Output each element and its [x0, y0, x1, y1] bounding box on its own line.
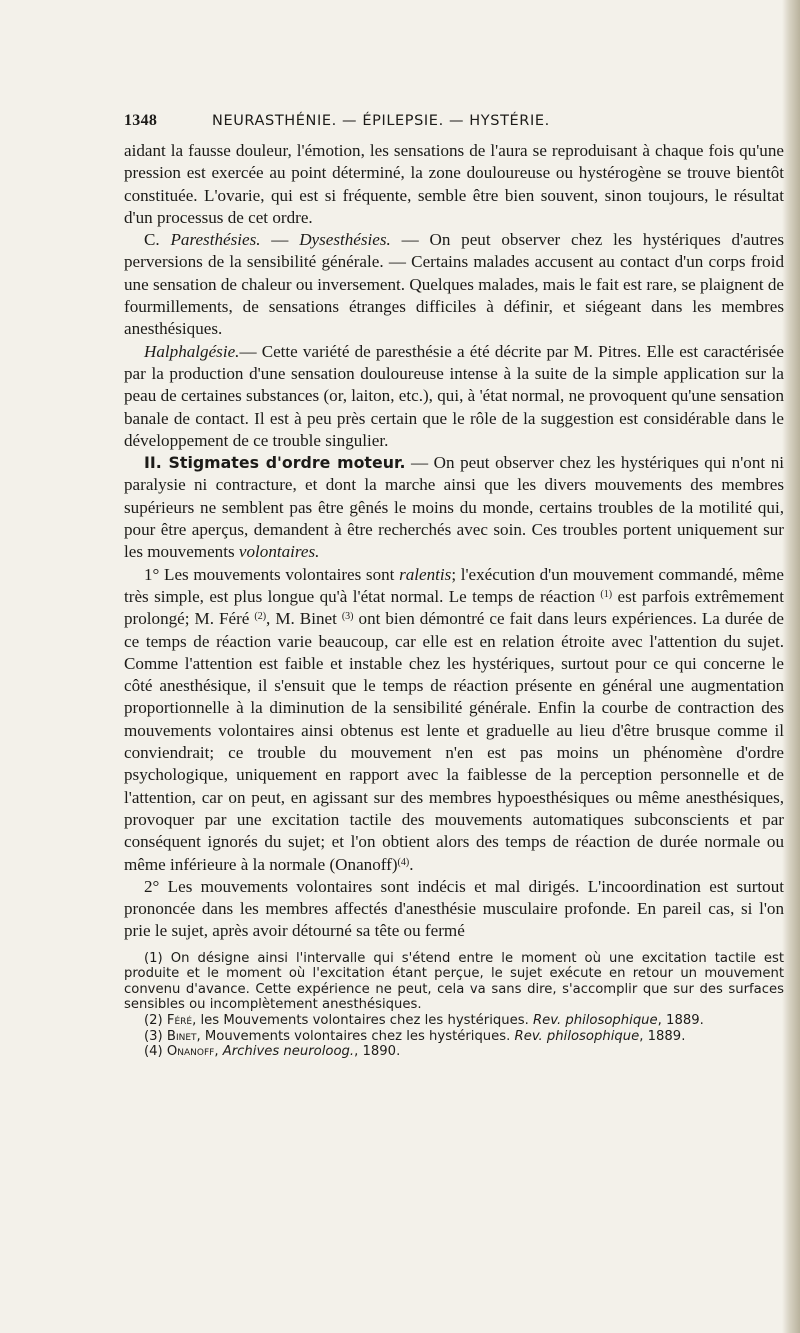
paragraph-text: — On peut observer chez les hystériques qui n'ont ni paralysie ni contracture, et dont la marche ainsi que les divers mouvements des membres supérieurs ne semblent pas être gênés le moins du monde, certains troubles de la motilité qui, pour être aperçus, demandent à être recherchés avec soin. Ces troubles portent uniquement sur les mouvements [124, 453, 784, 562]
heading-dysesthesies: Dysesthésies. [299, 230, 391, 250]
paragraph-text: — On peut observer chez les hystériques d'autres perversions de la sensibilité générale. — Certains malades accusent au contact d'un corps froid une sensation de chaleur ou inversement. Quelques malades, mais le fait est rare, se plaignent de fourmillements, de sensations étranges difficiles à définir, et siégeant dans les membres anesthésiques. [124, 230, 784, 339]
italic-term: volontaires. [238, 542, 320, 562]
paragraph-text: . [409, 854, 414, 874]
separator: — [260, 230, 300, 250]
footnote-year: , 1890. [354, 1044, 401, 1060]
heading-halphalgesie: Halphalgésie. [144, 341, 240, 361]
heading-stigmates-moteur: II. Stigmates d'ordre moteur. [144, 453, 406, 473]
italic-term: ralentis [399, 564, 452, 584]
footnote-4 [124, 1044, 784, 1060]
page-edge-shadow [782, 0, 800, 1333]
footnote-ref-4[interactable]: (4) [397, 856, 410, 868]
paragraph-text: 1° Les mouvements volontaires sont [144, 564, 400, 584]
paragraph-text: — Cette variété de paresthésie a été décrite par M. Pitres. Elle est caractérisée par la production d'une sensation douloureuse intense à la suite de la simple application sur la peau de certaines substances (or, laiton, etc.), qui, à 'état normal, ne provoquent qu'une sensation banale de contact. Il est à peu près certain que le rôle de la suggestion est considérable dans le développement de ce trouble singulier. [124, 341, 784, 450]
paragraph-1: aidant la fausse douleur, l'émotion, les sensations de l'aura se reproduisant à chaque fois qu'une pression est exercée au point déterminé, la zone douloureuse ou hystérogène se trouve bientôt constituée. L'ovarie, qui est si fréquente, semble être bien souvent, sinon toujours, le résultat d'un processus de cet ordre. [124, 141, 784, 227]
footnote-year: , 1889. [639, 1028, 686, 1044]
paragraph-text: , M. Binet [266, 609, 342, 629]
footnote-text: On désigne ainsi l'intervalle qui s'étend entre le moment où une excitation tactile est produite et le moment où l'excitation étant perçue, le sujet exécute en retour un mouvement convenu d'avance. Cette expérience ne peut, cela va sans dire, s'accomplir que sur des surfaces sensibles ou incomplètement anesthésiques. [124, 950, 784, 1013]
footnote-journal: Archives neuroloog. [222, 1044, 355, 1060]
paragraph-paresthesies [124, 229, 784, 340]
paragraph-text: ont bien démontré ce fait dans leurs expériences. La durée de ce temps de réaction varie beaucoup, car elle est en relation étroite avec l'attention du sujet. Comme l'attention est faible et instable chez les hystériques, surtout pour ce qui concerne le côté anesthésique, il s'ensuit que le temps de réaction présente en général une augmentation proportionnelle à la diminution de la sensibilité générale. Enfin la courbe de contraction des mouvements volontaires ainsi obtenus est lente et graduelle au lieu d'être brusque comme il conviendrait; ce trouble du mouvement n'en est pas moins un phénomène d'ordre psychologique, uniquement en rapport avec la faiblesse de la perception personnelle et de l'attention, car on peut, en agissant sur des membres hypoesthésiques ou même anesthésiques, provoquer par une excitation tactile des mouvements automatiques subconscients et par conséquent ignorés du sujet; et l'on obtient alors des temps de réaction de durée normale ou même inférieure à la normale (Onanoff) [124, 609, 784, 874]
paragraph-halphalgesie [124, 341, 784, 452]
footnote-mark: (3) [144, 1028, 163, 1044]
footnote-mark: (4) [144, 1044, 163, 1060]
footnote-journal: Rev. philosophique [514, 1028, 640, 1044]
footnote-text: , Mouvements volontaires chez les hystériques. [196, 1028, 515, 1044]
paragraph-text: ; l'exécution d'un mouvement commandé, même très simple, est plus longue qu'à l'état normal. Le temps de réaction [124, 564, 784, 606]
footnote-author: Onanoff [166, 1044, 215, 1060]
paragraph-stigmates-moteur [124, 452, 784, 563]
footnote-mark: (2) [144, 1013, 163, 1029]
running-title: NEURASTHÉNIE. — ÉPILEPSIE. — HYSTÉRIE. [212, 113, 550, 129]
footnote-journal: Rev. philosophique [532, 1013, 658, 1029]
heading-paresthesies: Paresthésies. [170, 230, 261, 250]
footnote-year: , 1889. [657, 1013, 704, 1029]
footnote-3 [124, 1029, 784, 1045]
footnote-ref-3[interactable]: (3) [341, 611, 354, 623]
footnote-ref-1[interactable]: (1) [600, 588, 613, 600]
footnote-ref-2[interactable]: (2) [254, 611, 267, 623]
footnote-2 [124, 1013, 784, 1029]
book-page [124, 112, 784, 1060]
page-number: 1348 [124, 112, 158, 129]
footnote-text: , les Mouvements volontaires chez les hystériques. [192, 1013, 533, 1029]
paragraph-ralentis [124, 564, 784, 876]
footnote-author: Binet [166, 1028, 197, 1044]
footnote-author: Féré [166, 1013, 193, 1029]
footnote-text: , [214, 1044, 223, 1060]
running-head [124, 112, 784, 130]
footnote-1 [124, 951, 784, 1013]
footnotes [124, 951, 784, 1060]
main-text [124, 140, 784, 943]
paragraph-indecis: 2° Les mouvements volontaires sont indécis et mal dirigés. L'incoordination est surtout prononcée dans les membres affectés d'anesthésie musculaire profonde. En pareil cas, si l'on prie le sujet, après avoir détourné sa tête ou fermé [124, 876, 784, 941]
section-letter: C. [144, 230, 171, 250]
paragraph-text: est parfois extrêmement prolongé; M. Féré [124, 586, 784, 629]
footnote-mark: (1) [144, 950, 163, 966]
